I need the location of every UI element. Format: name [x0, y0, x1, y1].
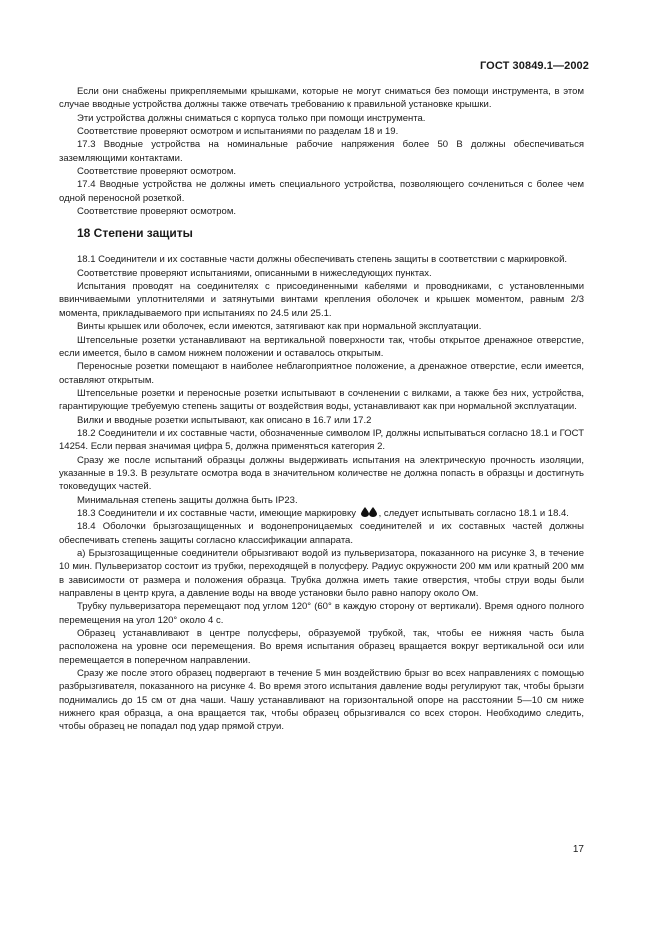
- paragraph-18-1: 18.1 Соединители и их составные части должны обеспечивать степень защиты в соответствии с маркировкой.: [77, 254, 568, 266]
- page-body: [59, 85, 584, 734]
- two-drops-icon: [360, 507, 378, 517]
- document-code-header: ГОСТ 30849.1—2002: [479, 60, 589, 72]
- paragraph: Штепсельные розетки и переносные розетки испытывают в сочленении с вилками, а также без них, устройства, гарантирующие требуемую степень защиты от воздействия воды, устанавливают как при нормальной эксплуатации.: [59, 387, 584, 413]
- paragraph-18-4: 18.4 Оболочки брызгозащищенных и водонепроницаемых соединителей и их составных частей должны обеспечивать степень защиты согласно классификации аппарата.: [59, 521, 584, 546]
- paragraph: Соответствие проверяют осмотром и испытаниями по разделам 18 и 19.: [77, 126, 399, 138]
- paragraph-17-4: 17.4 Вводные устройства не должны иметь специального устройства, позволяющего сочлениться с более чем одной переносной розеткой.: [59, 179, 584, 204]
- paragraph-18-3-start: 18.3 Соединители и их составные части, имеющие маркировку: [77, 507, 356, 519]
- paragraph: Испытания проводят на соединителях с присоединенными кабелями и проводниками, с установленными ввинчиваемыми уплотнителями и затянутыми винтами крепления оболочек и крышек моментом, равным 2/3 момента, прикладываемого при испытаниях по 24.5 или 25.1.: [59, 281, 584, 319]
- paragraph-18-2: 18.2 Соединители и их составные части, обозначенные символом IP, должны испытываться согласно 18.1 и ГОСТ 14254. Если первая значимая цифра 5, должна применяться категория 2.: [59, 427, 584, 453]
- paragraph: Соответствие проверяют осмотром.: [77, 166, 236, 178]
- paragraph-18-3-end: , следует испытывать согласно 18.1 и 18.4.: [378, 507, 569, 519]
- paragraph: Сразу же после этого образец подвергают в течение 5 мин воздействию брызг во всех направлениях с помощью разбрызгивателя, показанного на рисунке 4. Во время этого испытания давление воды регулируют так, чтобы брызги поднимались до 15 см от дна чаши. Чашу устанавливают на горизонтальной опоре на расстоянии 5—10 см ниже нижнего края образца, а она вращается так, чтобы образец обрызгивался со всех сторон. Необходимо следить, чтобы образец не попадал под удар прямой струи.: [59, 668, 584, 733]
- paragraph: Штепсельные розетки устанавливают на вертикальной поверхности так, чтобы открытое дренажное отверстие, если имеется, было в самом нижнем положении и оставалось открытым.: [59, 334, 584, 359]
- paragraph: Образец устанавливают в центре полусферы, образуемой трубкой, так, чтобы ее нижняя часть была расположена на уровне оси перемещения. Во время испытания образец вращается вокруг вертикальной оси или перемещается в поперечном направлении.: [59, 628, 584, 666]
- page-number: 17: [572, 844, 584, 855]
- paragraph: Винты крышек или оболочек, если имеются, затягивают как при нормальной эксплуатации.: [77, 321, 482, 333]
- paragraph: Переносные розетки помещают в наиболее неблагоприятное положение, а дренажное отверстие, если имеется, оставляют открытым.: [59, 361, 584, 386]
- paragraph: Вилки и вводные розетки испытывают, как описано в 16.7 или 17.2: [77, 414, 372, 426]
- paragraph: Эти устройства должны сниматься с корпуса только при помощи инструмента.: [77, 112, 426, 124]
- paragraph-item-a: а) Брызгозащищенные соединители обрызгивают водой из пульверизатора, показанного на рисунке 3, в течение 10 мин. Пульверизатор состоит из трубки, переходящей в полусферу. Радиус окружности 200 мм или кратный 200 мм в зависимости от размера и положения образца. Трубка должна иметь такие отверстия, чтобы струи воды были направлены в центр круга, а давление воды на вводе установки было равно напору около Ом.: [59, 548, 584, 600]
- paragraph-17-3: 17.3 Вводные устройства на номинальные рабочие напряжения более 50 В должны обеспечиваться заземляющими контактами.: [59, 139, 584, 164]
- paragraph-18-3: [59, 507, 584, 520]
- paragraph: Трубку пульверизатора перемещают под углом 120° (60° в каждую сторону от вертикали). Время одного полного перемещения на угол 120° около 4 с.: [59, 601, 584, 626]
- paragraph: Сразу же после испытаний образцы должны выдерживать испытания на электрическую прочность изоляции, указанные в 19.3. В результате осмотра вода в значительном количестве не должна попасть в образцы и достигнуть токоведущих частей.: [59, 454, 584, 493]
- paragraph: Соответствие проверяют испытаниями, описанными в нижеследующих пунктах.: [77, 267, 432, 279]
- paragraph: Минимальная степень защиты должна быть IP23.: [77, 494, 298, 506]
- paragraph: Соответствие проверяют осмотром.: [77, 206, 236, 218]
- paragraph: Если они снабжены прикрепляемыми крышками, которые не могут сниматься без помощи инструмента, в этом случае вводные устройства должны также отвечать требованию к правильной установке крышки.: [59, 86, 584, 111]
- section-heading: 18 Степени защиты: [77, 226, 193, 241]
